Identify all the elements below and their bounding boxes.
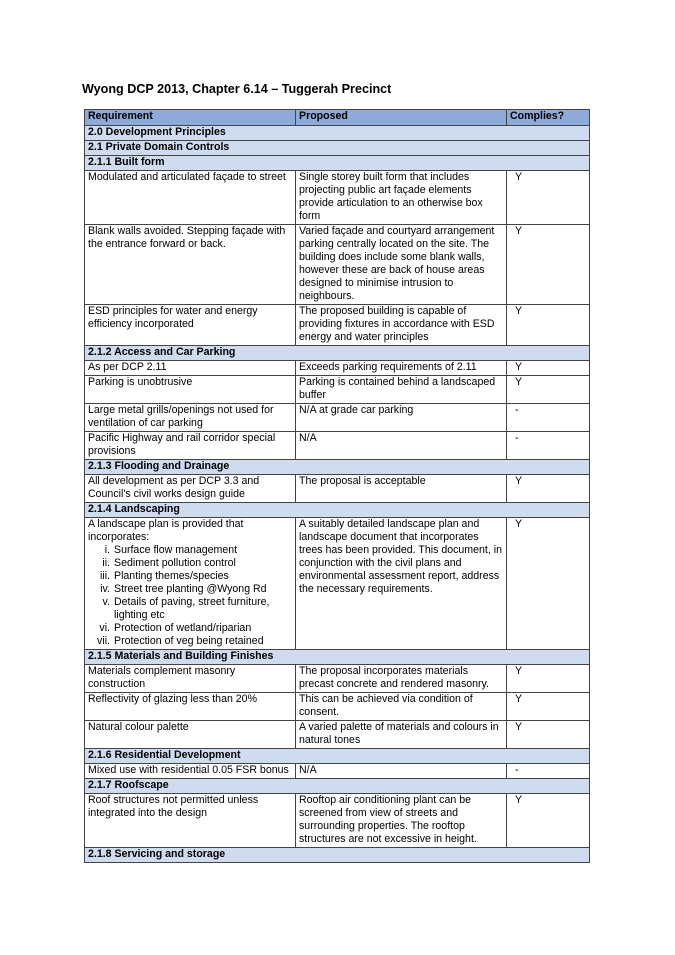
section-heading: 2.1 Private Domain Controls [85, 141, 590, 156]
header-requirement: Requirement [85, 110, 296, 126]
section-heading: 2.1.1 Built form [85, 156, 590, 171]
section-heading: 2.1.3 Flooding and Drainage [85, 460, 590, 475]
list-item-text: Sediment pollution control [114, 557, 236, 569]
section-heading: 2.1.2 Access and Car Parking [85, 346, 590, 361]
requirement-text: All development as per DCP 3.3 and Council's civil works design guide [88, 475, 260, 500]
complies-cell: Y [507, 305, 590, 346]
list-item [88, 596, 292, 622]
section-heading: 2.1.8 Servicing and storage [85, 848, 590, 863]
section-heading-row [85, 848, 590, 863]
requirement-cell [85, 361, 296, 376]
requirement-cell [85, 721, 296, 749]
requirement-cell [85, 432, 296, 460]
compliance-table [84, 109, 590, 863]
proposed-cell: Rooftop air conditioning plant can be screened from view of streets and surrounding properties. The rooftop structures are not excessive in height. [296, 794, 507, 848]
requirement-cell [85, 518, 296, 650]
requirement-text: ESD principles for water and energy efficiency incorporated [88, 305, 258, 330]
section-heading: 2.1.5 Materials and Building Finishes [85, 650, 590, 665]
proposed-cell: The proposal incorporates materials precast concrete and rendered masonry. [296, 665, 507, 693]
requirement-text: A landscape plan is provided that incorporates: [88, 518, 244, 543]
list-item-number: iii. [99, 570, 110, 582]
proposed-cell: A suitably detailed landscape plan and landscape document that incorporates trees has been provided. This document, in conjunction with the civil plans and environmental assessment report, address the necessary requirements. [296, 518, 507, 650]
table-row [85, 171, 590, 225]
complies-cell: Y [507, 475, 590, 503]
requirement-list [88, 544, 292, 648]
table-row [85, 305, 590, 346]
list-item [88, 544, 292, 557]
section-heading-row [85, 650, 590, 665]
section-heading: 2.1.4 Landscaping [85, 503, 590, 518]
list-item-text: Details of paving, street furniture, lighting etc [114, 596, 270, 621]
section-heading-row [85, 126, 590, 141]
list-item-number: iv. [100, 583, 110, 595]
list-item [88, 570, 292, 583]
complies-cell: Y [507, 518, 590, 650]
requirement-cell [85, 764, 296, 779]
proposed-cell: A varied palette of materials and colours in natural tones [296, 721, 507, 749]
table-row [85, 665, 590, 693]
list-item-text: Street tree planting @Wyong Rd [114, 583, 267, 595]
table-row [85, 361, 590, 376]
section-heading: 2.0 Development Principles [85, 126, 590, 141]
complies-cell: - [507, 432, 590, 460]
table-body [85, 126, 590, 863]
list-item-text: Protection of wetland/riparian [114, 622, 252, 634]
proposed-cell: Varied façade and courtyard arrangement parking centrally located on the site. The building does include some blank walls, however these are back of house areas designed to minimise intrusion to neighbours. [296, 225, 507, 305]
document-title: Wyong DCP 2013, Chapter 6.14 – Tuggerah Precinct [82, 82, 392, 96]
list-item [88, 635, 292, 648]
requirement-cell [85, 475, 296, 503]
proposed-cell: N/A at grade car parking [296, 404, 507, 432]
list-item-number: vii. [97, 635, 110, 647]
complies-cell: Y [507, 376, 590, 404]
requirement-cell [85, 794, 296, 848]
list-item-text: Protection of veg being retained [114, 635, 264, 647]
table-row [85, 475, 590, 503]
proposed-cell: Exceeds parking requirements of 2.11 [296, 361, 507, 376]
header-complies: Complies? [507, 110, 590, 126]
table-header-row [85, 110, 590, 126]
requirement-cell [85, 404, 296, 432]
requirement-text: Roof structures not permitted unless integrated into the design [88, 794, 259, 819]
requirement-text: Parking is unobtrusive [88, 376, 193, 388]
table-row [85, 693, 590, 721]
complies-cell: Y [507, 665, 590, 693]
section-heading-row [85, 460, 590, 475]
section-heading-row [85, 141, 590, 156]
list-item [88, 622, 292, 635]
table-row [85, 764, 590, 779]
list-item-number: i. [104, 544, 110, 556]
requirement-text: Reflectivity of glazing less than 20% [88, 693, 257, 705]
list-item-text: Planting themes/species [114, 570, 229, 582]
header-proposed: Proposed [296, 110, 507, 126]
complies-cell: - [507, 764, 590, 779]
complies-cell: Y [507, 721, 590, 749]
proposed-cell: The proposed building is capable of providing fixtures in accordance with ESD energy and water principles [296, 305, 507, 346]
proposed-cell: This can be achieved via condition of consent. [296, 693, 507, 721]
table-row [85, 404, 590, 432]
complies-cell: Y [507, 225, 590, 305]
requirement-cell [85, 693, 296, 721]
list-item [88, 557, 292, 570]
requirement-cell [85, 376, 296, 404]
section-heading: 2.1.7 Roofscape [85, 779, 590, 794]
table-row [85, 376, 590, 404]
complies-cell: - [507, 404, 590, 432]
proposed-cell: N/A [296, 764, 507, 779]
requirement-text: Materials complement masonry construction [88, 665, 236, 690]
requirement-text: Mixed use with residential 0.05 FSR bonus [88, 764, 289, 776]
complies-cell: Y [507, 361, 590, 376]
table-row [85, 794, 590, 848]
requirement-cell [85, 171, 296, 225]
requirement-cell [85, 305, 296, 346]
section-heading-row [85, 156, 590, 171]
requirement-text: Blank walls avoided. Stepping façade with the entrance forward or back. [88, 225, 286, 250]
list-item-number: vi. [99, 622, 110, 634]
proposed-cell: Parking is contained behind a landscaped buffer [296, 376, 507, 404]
table-row [85, 518, 590, 650]
list-item-number: v. [102, 596, 110, 608]
requirement-cell [85, 225, 296, 305]
table-row [85, 432, 590, 460]
requirement-text: Pacific Highway and rail corridor special provisions [88, 432, 276, 457]
requirement-text: Natural colour palette [88, 721, 189, 733]
complies-cell: Y [507, 171, 590, 225]
proposed-cell: The proposal is acceptable [296, 475, 507, 503]
section-heading: 2.1.6 Residential Development [85, 749, 590, 764]
list-item [88, 583, 292, 596]
requirement-cell [85, 665, 296, 693]
table-row [85, 225, 590, 305]
section-heading-row [85, 749, 590, 764]
proposed-cell: Single storey built form that includes projecting public art façade elements provide articulation to an otherwise box form [296, 171, 507, 225]
list-item-number: ii. [102, 557, 110, 569]
requirement-text: Modulated and articulated façade to street [88, 171, 286, 183]
section-heading-row [85, 779, 590, 794]
section-heading-row [85, 346, 590, 361]
requirement-text: Large metal grills/openings not used for ventilation of car parking [88, 404, 274, 429]
complies-cell: Y [507, 794, 590, 848]
proposed-cell: N/A [296, 432, 507, 460]
section-heading-row [85, 503, 590, 518]
requirement-text: As per DCP 2.11 [88, 361, 167, 373]
complies-cell: Y [507, 693, 590, 721]
list-item-text: Surface flow management [114, 544, 238, 556]
table-row [85, 721, 590, 749]
